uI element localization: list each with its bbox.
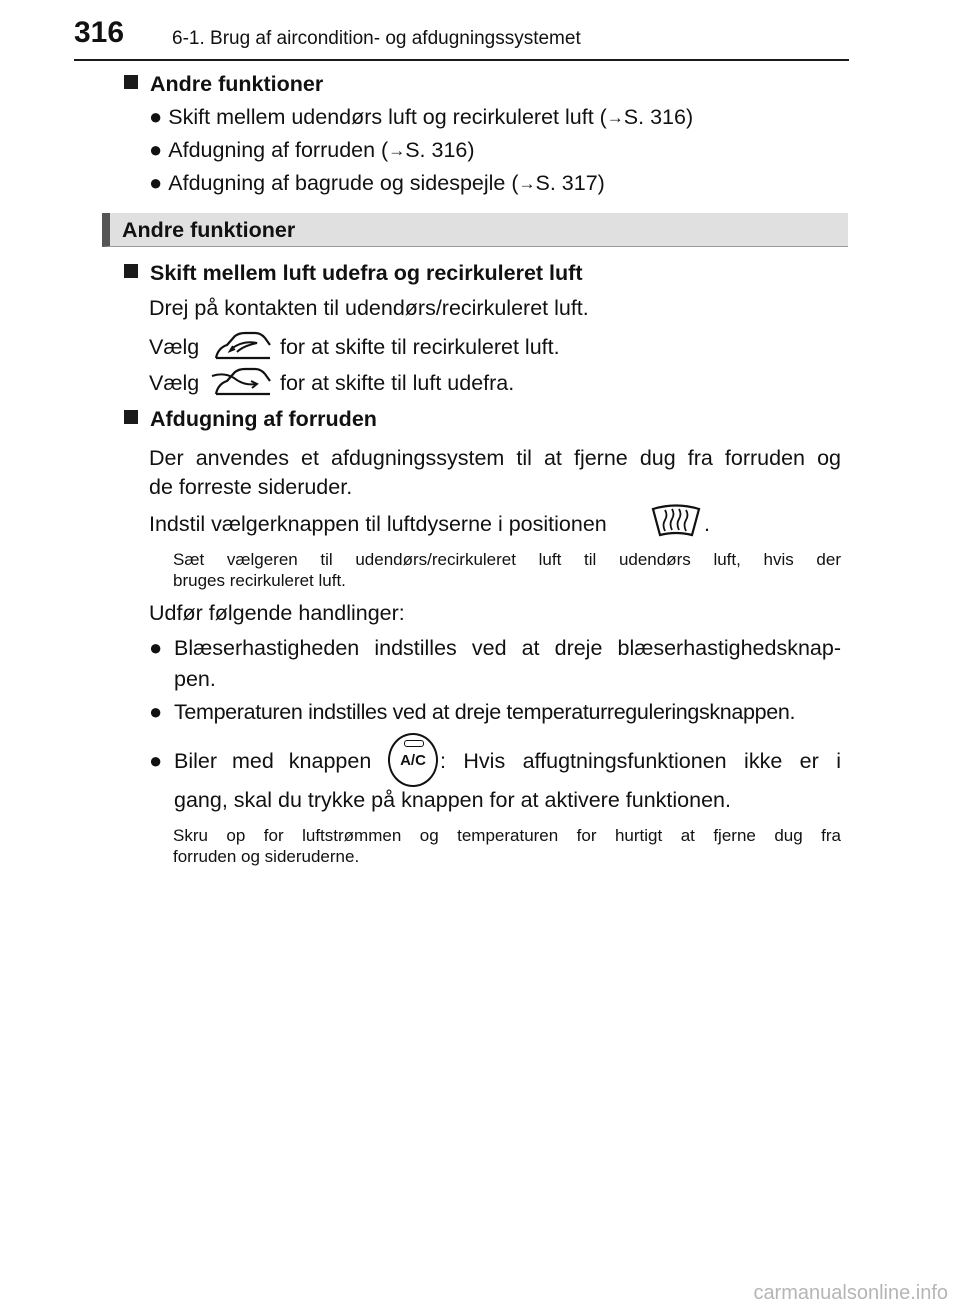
paragraph: Vælg [149,335,200,359]
page-reference-link[interactable]: S. 317) [535,171,605,195]
overview-heading: Andre funktioner [124,70,323,98]
bullet-icon: ● [149,170,163,195]
bullet-marker [149,747,162,775]
paragraph: Vælg [149,371,200,395]
page-reference-link[interactable]: S. 316) [623,105,694,129]
page-number: 316 [74,16,125,49]
paragraph: Drej på kontakten til udendørs/recirkuleret luft. [149,296,589,320]
bullet-item: Blæserhastigheden indstilles ved at dreje blæserhastighedsknap- [174,636,841,660]
bullet-item: Biler med knappen [174,749,372,773]
arrow-icon: → [388,141,406,160]
bullet-marker [149,698,162,726]
arrow-icon: → [518,174,536,193]
bullet-icon: ● [149,137,163,162]
square-bullet-icon [124,75,138,89]
overview-item: ● Afdugning af forruden (→S. 316) [149,137,475,162]
square-bullet-icon [124,264,138,278]
bullet-icon: ● [149,748,163,773]
bullet-icon: ● [149,104,163,129]
paragraph: for at skifte til luft udefra. [280,371,515,395]
note: Skru op for luftstrømmen og temperaturen for hurtigt at fjerne dug fra [173,826,841,845]
subsection-heading: Afdugning af forruden [124,405,377,433]
subsection-heading: Skift mellem luft udefra og recirkuleret luft [124,259,582,287]
bullet-item: : Hvis affugtningsfunktionen ikke er i [440,749,841,773]
page-reference-link[interactable]: S. 316) [405,138,475,162]
bullet-icon: ● [149,699,163,724]
bullet-item: pen. [174,667,216,691]
chapter-title: 6-1. Brug af aircondition- og afdugningssystemet [172,28,581,49]
paragraph: for at skifte til recirkuleret luft. [280,335,560,359]
windshield-defogger-icon [650,503,702,539]
recirculated-air-icon [213,330,273,366]
paragraph: . [704,512,710,536]
header-divider [74,59,849,61]
ac-button-icon: A/C [388,733,438,787]
paragraph: Indstil vælgerknappen til luftdyserne i positionen [149,512,607,536]
bullet-item: gang, skal du trykke på knappen for at aktivere funktionen. [174,788,731,812]
section-banner-title: Andre funktioner [122,218,296,242]
paragraph: Udfør følgende handlinger: [149,601,405,625]
overview-item: ● Skift mellem udendørs luft og recirkuleret luft (→S. 316) [149,104,694,129]
bullet-item: Temperaturen indstilles ved at dreje temperaturreguleringsknappen. [174,700,796,724]
paragraph: Der anvendes et afdugningssystem til at fjerne dug fra forruden og [149,446,841,470]
note: forruden og sideruderne. [173,847,360,866]
paragraph: de forreste sideruder. [149,475,353,499]
note: bruges recirkuleret luft. [173,571,346,590]
overview-item: ● Afdugning af bagrude og sidespejle (→S. 317) [149,170,605,195]
outside-air-icon [210,364,274,402]
square-bullet-icon [124,410,138,424]
watermark: carmanualsonline.info [753,1282,948,1304]
bullet-icon: ● [149,635,163,660]
bullet-marker [149,634,162,662]
note: Sæt vælgeren til udendørs/recirkuleret luft til udendørs luft, hvis der [173,550,841,569]
arrow-icon: → [606,108,624,127]
